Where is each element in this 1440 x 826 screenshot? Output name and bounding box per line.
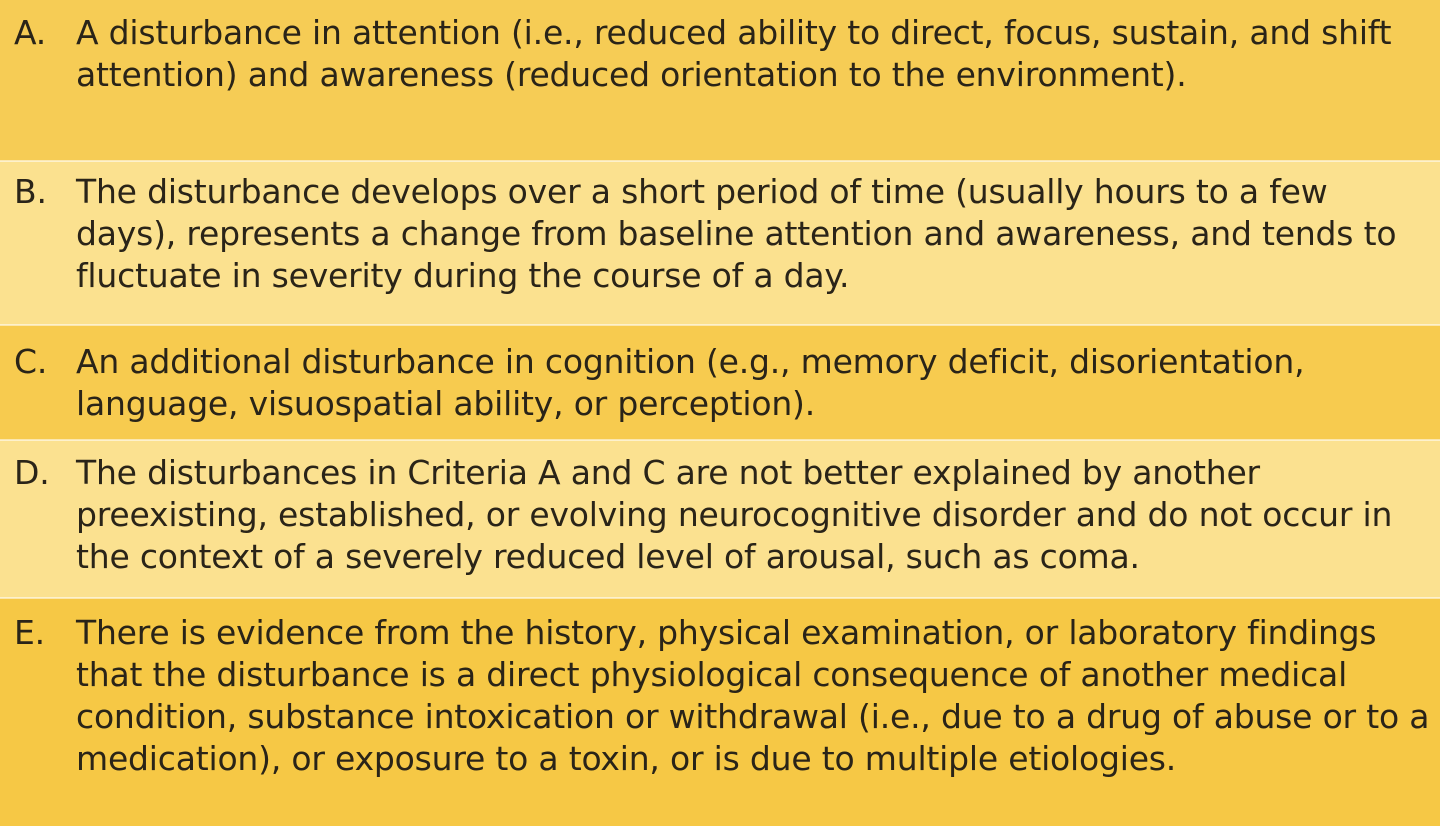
criterion-text: The disturbance develops over a short period of time (usually hours to a few days), represents a change from baseline attention and awareness, and tends to fluctuate in severity during the course of a day. — [76, 172, 1397, 295]
criterion-text: The disturbances in Criteria A and C are not better explained by another preexisting, established, or evolving neurocognitive disorder and do not occur in the context of a severely reduced level of arousal, such as coma. — [76, 453, 1393, 576]
row-divider — [0, 439, 1440, 441]
criterion-row-b — [0, 161, 1440, 325]
criterion-row-d — [0, 440, 1440, 598]
criterion-letter: D. — [14, 453, 50, 492]
criterion-row-e — [0, 598, 1440, 826]
criterion-letter: A. — [14, 13, 47, 52]
criterion-text: An additional disturbance in cognition (e.g., memory deficit, disorientation, language, visuospatial ability, or perception). — [76, 342, 1305, 423]
row-divider — [0, 160, 1440, 162]
criterion-text: A disturbance in attention (i.e., reduced ability to direct, focus, sustain, and shift attention) and awareness (reduced orientation to the environment). — [76, 13, 1392, 94]
criterion-row-c — [0, 325, 1440, 440]
criterion-letter: C. — [14, 342, 48, 381]
criterion-letter: B. — [14, 172, 47, 211]
criterion-text: There is evidence from the history, physical examination, or laboratory findings that the disturbance is a direct physiological consequence of another medical condition, substance intoxication or withdrawal (i.e., due to a drug of abuse or to a medication), or exposure to a toxin, or is due to multiple etiologies. — [76, 613, 1430, 778]
criterion-letter: E. — [14, 613, 45, 652]
criterion-row-a — [0, 0, 1440, 161]
row-divider — [0, 597, 1440, 599]
row-divider — [0, 324, 1440, 326]
